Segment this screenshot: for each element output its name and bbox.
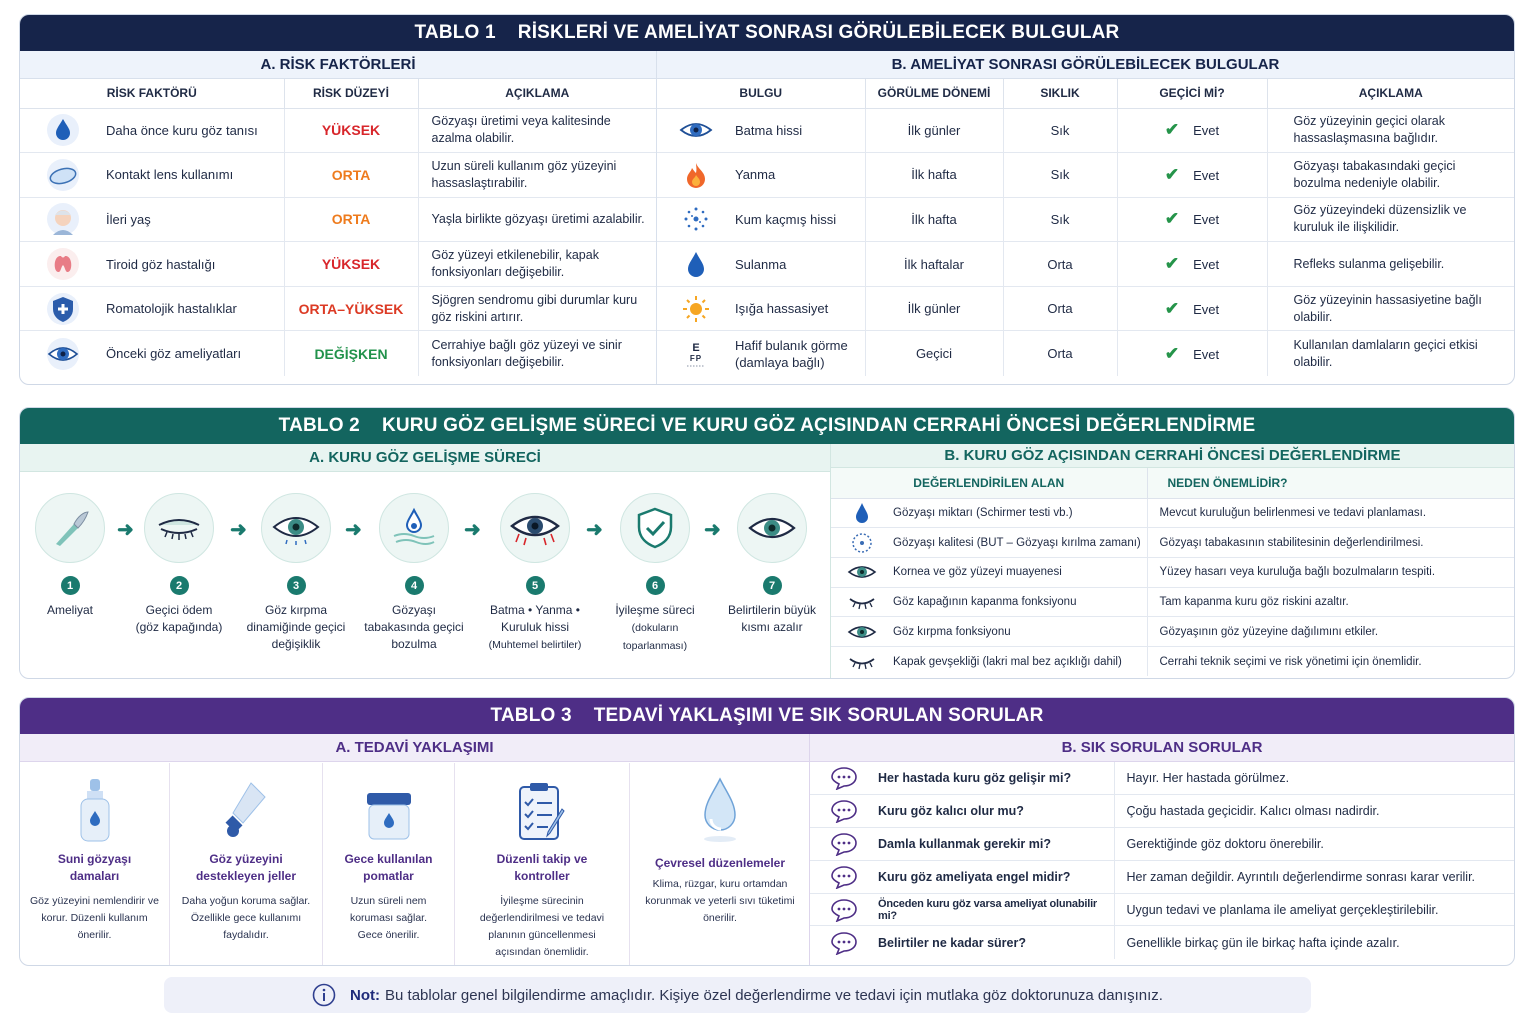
table-row: [20, 108, 656, 153]
process-step: [241, 493, 351, 653]
table-row: [657, 242, 1514, 287]
arrow-right-icon: ➜: [586, 519, 603, 541]
table-3-title: TEDAVİ YAKLAŞIMI VE SIK SORULAN SORULAR: [593, 705, 1044, 726]
treatment-description: Göz yüzeyini nemlendirir ve korur. Düzenli kullanım önerilir.: [30, 895, 159, 941]
thyroid-icon: [20, 247, 106, 281]
preop-evaluation-table: [831, 468, 1514, 676]
step-number: 4: [405, 576, 424, 595]
sun-icon: [657, 294, 735, 324]
postop-findings-table: [657, 79, 1514, 376]
finding-description: Göz yüzeyindeki düzensizlik ve kuruluk ile ilişkilidir.: [1267, 197, 1514, 242]
treatment-title: Gece kullanılan pomatlar: [344, 852, 433, 883]
faq-answer: Uygun tedavi ve planlama ile ameliyat gerçekleştirilebilir.: [1114, 893, 1514, 926]
eye-icon: [831, 562, 893, 582]
finding-frequency: Orta: [1003, 331, 1117, 376]
risk-description: Göz yüzeyi etkilenebilir, kapak fonksiyonları değişebilir.: [418, 242, 656, 287]
irritated-eye-icon: [500, 493, 570, 563]
finding-frequency: Sık: [1003, 153, 1117, 198]
svg-text:E: E: [692, 341, 700, 354]
treatment-heading: A. TEDAVİ YAKLAŞIMI: [20, 734, 809, 762]
shield-plus-icon: [20, 292, 106, 326]
tear-drop-icon: [657, 250, 735, 278]
check-icon: ✔: [1164, 120, 1180, 140]
col-why-important: NEDEN ÖNEMLİDİR?: [1147, 468, 1514, 498]
risk-factor-name: İleri yaş: [106, 211, 151, 227]
finding-description: Göz yüzeyinin geçici olarak hassaslaşmasına bağlıdır.: [1267, 108, 1514, 153]
process-step: [480, 493, 590, 654]
finding-name: Kum kaçmış hissi: [735, 211, 837, 227]
shield-check-icon: [620, 493, 690, 563]
dry-eye-process-heading: A. KURU GÖZ GELİŞME SÜRECİ: [20, 444, 830, 472]
step-number: 1: [61, 576, 80, 595]
treatment-card: [323, 763, 455, 966]
faq-question: Kuru göz kalıcı olur mu?: [878, 804, 1024, 819]
faq-answer: Çoğu hastada geçicidir. Kalıcı olması nadirdir.: [1114, 795, 1514, 828]
postop-findings-heading: B. AMELİYAT SONRASI GÖRÜLEBİLECEK BULGULAR: [657, 51, 1514, 79]
gel-tube-icon: [170, 763, 322, 843]
risk-level: ORTA–YÜKSEK: [284, 286, 418, 331]
col-description: AÇIKLAMA: [418, 79, 656, 108]
risk-level: YÜKSEK: [284, 108, 418, 153]
faq-question: Kuru göz ameliyata engel midir?: [878, 869, 1071, 884]
dry-eye-process-section: [20, 444, 831, 678]
step-label: Göz kırpma dinamiğinde geçici değişiklik: [246, 603, 346, 651]
eye-chart-icon: [657, 339, 735, 369]
preop-evaluation-heading: B. KURU GÖZ AÇISINDAN CERRAHİ ÖNCESİ DEĞERLENDİRME: [831, 444, 1514, 468]
clipboard-checklist-icon: [455, 763, 629, 843]
table-row: [831, 557, 1514, 587]
risk-description: Sjögren sendromu gibi durumlar kuru göz riskini artırır.: [418, 286, 656, 331]
table-row: [657, 331, 1514, 376]
process-step: [359, 493, 469, 653]
note-text: Bu tablolar genel bilgilendirme amaçlıdır. Kişiye özel değerlendirme ve tedavi için mutlaka göz doktorunuza danışınız.: [385, 986, 1163, 1004]
eye-drop-bottle-icon: [20, 763, 169, 843]
finding-name: Yanma: [735, 167, 776, 183]
table-1-title: RİSKLERİ VE AMELİYAT SONRASI GÖRÜLEBİLECEK BULGULAR: [517, 22, 1120, 43]
why-important: Yüzey hasarı veya kuruluğa bağlı bozulmaların tespiti.: [1147, 557, 1514, 587]
treatment-card: [20, 763, 170, 966]
step-sublabel: (dokuların toparlanması): [622, 622, 688, 652]
risk-level: DEĞİŞKEN: [284, 331, 418, 376]
water-drop-icon: [20, 113, 106, 147]
check-icon: ✔: [1164, 209, 1180, 229]
blinking-eye-icon: [261, 493, 331, 563]
faq-question: Damla kullanmak gerekir mi?: [878, 836, 1051, 851]
flame-icon: [657, 161, 735, 189]
process-step: [717, 493, 827, 636]
faq-row: [810, 860, 1514, 893]
table-3-title-bar: [20, 698, 1514, 734]
step-label: Gözyaşı tabakasında geçici bozulma: [364, 603, 464, 651]
col-risk-level: RİSK DÜZEYİ: [284, 79, 418, 108]
finding-temporary: Evet: [1193, 346, 1220, 362]
finding-period: İlk günler: [865, 108, 1003, 153]
faq-heading: B. SIK SORULAN SORULAR: [810, 734, 1514, 762]
tear-film-icon: [379, 493, 449, 563]
table-row: [657, 197, 1514, 242]
step-label: Ameliyat: [46, 603, 93, 617]
arrow-right-icon: ➜: [345, 519, 362, 541]
finding-period: Geçici: [865, 331, 1003, 376]
tear-quality-icon: [831, 531, 893, 555]
finding-name: Batma hissi: [735, 122, 803, 138]
risk-factors-table: [20, 79, 656, 376]
water-drop-icon: [831, 501, 893, 525]
faq-row: [810, 795, 1514, 828]
table-2-title: KURU GÖZ GELİŞME SÜRECİ VE KURU GÖZ AÇISINDAN CERRAHİ ÖNCESİ DEĞERLENDİRME: [381, 415, 1256, 436]
table-row: [831, 617, 1514, 647]
arrow-right-icon: ➜: [704, 519, 721, 541]
step-label: İyileşme süreci: [615, 603, 695, 617]
evaluated-area: Gözyaşı miktarı (Schirmer testi vb.): [893, 506, 1073, 519]
arrow-right-icon: ➜: [464, 519, 481, 541]
risk-factor-name: Tiroid göz hastalığı: [106, 256, 216, 272]
speech-bubble-icon: [810, 766, 878, 790]
finding-period: İlk haftalar: [865, 242, 1003, 287]
col-evaluated-area: DEĞERLENDİRİLEN ALAN: [831, 468, 1147, 498]
col-frequency: SIKLIK: [1003, 79, 1117, 108]
col-risk-factor: RİSK FAKTÖRÜ: [20, 79, 284, 108]
table-row: [657, 153, 1514, 198]
faq-answer: Her zaman değildir. Ayrıntılı değerlendirme sonrası karar verilir.: [1114, 860, 1514, 893]
info-icon: [312, 983, 336, 1007]
step-number: 3: [287, 576, 306, 595]
treatment-description: Uzun süreli nem koruması sağlar. Gece önerilir.: [349, 895, 428, 941]
table-row: [20, 153, 656, 198]
risk-description: Gözyaşı üretimi veya kalitesinde azalma olabilir.: [418, 108, 656, 153]
process-step: [124, 493, 234, 636]
risk-factors-section: [20, 51, 657, 384]
faq-row: [810, 828, 1514, 861]
why-important: Gözyaşının göz yüzeyine dağılımını etkiler.: [1147, 617, 1514, 647]
faq-question: Belirtiler ne kadar sürer?: [878, 935, 1026, 950]
evaluated-area: Göz kırpma fonksiyonu: [893, 625, 1011, 638]
finding-period: İlk hafta: [865, 197, 1003, 242]
table-3: [19, 697, 1515, 966]
why-important: Cerrahi teknik seçimi ve risk yönetimi için önemlidir.: [1159, 655, 1422, 668]
finding-name: Sulanma: [735, 256, 787, 272]
table-2-number: TABLO 2: [278, 415, 360, 436]
finding-frequency: Sık: [1003, 108, 1117, 153]
info-note: [164, 977, 1311, 1013]
table-row: [20, 331, 656, 376]
risk-factor-name: Daha önce kuru göz tanısı: [106, 122, 258, 138]
step-number: 6: [646, 576, 665, 595]
treatment-title: Çevresel düzenlemeler: [654, 856, 786, 870]
arrow-right-icon: ➜: [117, 519, 134, 541]
table-2-title-bar: [20, 408, 1514, 444]
why-important: Mevcut kuruluğun belirlenmesi ve tedavi planlaması.: [1147, 498, 1514, 528]
risk-level: ORTA: [284, 197, 418, 242]
col-temporary: GEÇİCİ Mİ?: [1117, 79, 1267, 108]
faq-row: [810, 926, 1514, 959]
speech-bubble-icon: [810, 799, 878, 823]
evaluated-area: Kornea ve göz yüzeyi muayenesi: [893, 566, 1062, 579]
evaluated-area: Kapak gevşekliği (lakri mal bez açıklığı dahil): [893, 655, 1122, 668]
closed-eye-icon: [831, 652, 893, 672]
speech-bubble-icon: [810, 931, 878, 955]
treatment-description: Daha yoğun koruma sağlar. Özellikle gece kullanımı faydalıdır.: [181, 895, 311, 941]
finding-temporary: Evet: [1193, 301, 1220, 317]
evaluated-area: Gözyaşı kalitesi (BUT – Gözyaşı kırılma zamanı): [893, 536, 1141, 549]
finding-temporary: Evet: [1193, 167, 1220, 183]
risk-level: YÜKSEK: [284, 242, 418, 287]
step-label: Geçici ödem: [145, 603, 213, 617]
table-row: [657, 286, 1514, 331]
faq-answer: Gerektiğinde göz doktoru önerebilir.: [1114, 828, 1514, 861]
finding-frequency: Orta: [1003, 286, 1117, 331]
col-description: AÇIKLAMA: [1267, 79, 1514, 108]
eye-icon: [831, 622, 893, 642]
speech-bubble-icon: [810, 832, 878, 856]
table-row: [831, 587, 1514, 617]
step-sublabel: (Muhtemel belirtiler): [488, 639, 582, 651]
risk-factor-name: Romatolojik hastalıklar: [106, 301, 237, 317]
table-row: [831, 498, 1514, 528]
step-sublabel: (göz kapağında): [135, 620, 223, 634]
finding-description: Kullanılan damlaların geçici etkisi olabilir.: [1293, 337, 1478, 369]
treatment-card: [630, 763, 810, 966]
why-important: Gözyaşı tabakasının stabilitesinin değerlendirilmesi.: [1147, 528, 1514, 558]
finding-frequency: Sık: [1003, 197, 1117, 242]
eye-icon: [657, 118, 735, 142]
faq-row: [810, 762, 1514, 795]
process-step: [600, 493, 710, 655]
process-flow: [20, 473, 831, 678]
treatment-title: Göz yüzeyini destekleyen jeller: [195, 852, 297, 883]
finding-name: Işığa hassasiyet: [735, 301, 829, 317]
why-important: Tam kapanma kuru göz riskini azaltır.: [1147, 587, 1514, 617]
contact-lens-icon: [20, 158, 106, 192]
step-label: Belirtilerin büyük kısmı azalır: [727, 603, 817, 634]
eye-icon: [20, 337, 106, 371]
note-label: Not:: [350, 986, 381, 1004]
table-row: [831, 528, 1514, 558]
process-step: [19, 493, 125, 619]
swollen-eyelid-icon: [144, 493, 214, 563]
finding-temporary: Evet: [1193, 257, 1220, 273]
treatment-description: İyileşme sürecinin değerlendirilmesi ve tedavi planının güncellenmesi açısından önemlidir.: [479, 895, 605, 958]
risk-factor-name: Önceki göz ameliyatları: [106, 346, 242, 362]
speech-bubble-icon: [810, 898, 878, 922]
table-3-number: TABLO 3: [490, 705, 572, 726]
check-icon: ✔: [1164, 164, 1180, 184]
arrow-right-icon: ➜: [230, 519, 247, 541]
faq-section: [810, 734, 1514, 965]
speech-bubble-icon: [810, 865, 878, 889]
check-icon: ✔: [1164, 298, 1180, 318]
finding-description: Refleks sulanma gelişebilir.: [1267, 242, 1514, 287]
col-finding: BULGU: [657, 79, 865, 108]
finding-period: İlk hafta: [865, 153, 1003, 198]
risk-description: Yaşla birlikte gözyaşı üretimi azalabilir.: [418, 197, 656, 242]
table-row: [831, 646, 1514, 676]
finding-description: Göz yüzeyinin hassasiyetine bağlı olabilir.: [1267, 286, 1514, 331]
elderly-person-icon: [20, 202, 106, 236]
table-row: [20, 286, 656, 331]
droplet-icon: [630, 763, 810, 843]
faq-question: Her hastada kuru göz gelişir mi?: [878, 771, 1072, 786]
finding-period: İlk günler: [865, 286, 1003, 331]
postop-findings-section: [657, 51, 1514, 384]
table-2: [19, 407, 1515, 679]
check-icon: ✔: [1164, 343, 1180, 363]
risk-level: ORTA: [284, 153, 418, 198]
step-number: 5: [526, 576, 545, 595]
table-1: [19, 14, 1515, 385]
faq-table: [810, 762, 1514, 959]
step-label: Batma • Yanma • Kuruluk hissi: [490, 603, 580, 634]
healthy-eye-icon: [737, 493, 807, 563]
treatment-title: Suni gözyaşı damaları: [57, 852, 132, 883]
risk-description: Uzun süreli kullanım göz yüzeyini hassaslaştırabilir.: [418, 153, 656, 198]
finding-description: Gözyaşı tabakasındaki geçici bozulma nedeniyle olabilir.: [1267, 153, 1514, 198]
risk-description: Cerrahiye bağlı göz yüzeyi ve sinir fonksiyonları değişebilir.: [431, 337, 622, 369]
treatment-title: Düzenli takip ve kontroller: [496, 852, 588, 883]
treatment-section: [20, 734, 810, 965]
table-1-title-bar: [20, 15, 1514, 51]
table-1-number: TABLO 1: [414, 22, 496, 43]
closed-eye-icon: [831, 592, 893, 612]
faq-question: Önceden kuru göz varsa ameliyat olunabilir mi?: [878, 897, 1098, 922]
risk-factors-heading: A. RİSK FAKTÖRLERİ: [20, 51, 656, 79]
treatment-card: [455, 763, 630, 966]
preop-evaluation-section: [831, 444, 1514, 678]
treatment-description: Klima, rüzgar, kuru ortamdan korunmak ve yeterli sıvı tüketimi önerilir.: [645, 878, 795, 924]
table-row: [20, 242, 656, 287]
faq-answer: Genellikle birkaç gün ile birkaç hafta içinde azalır.: [1126, 935, 1400, 950]
faq-answer: Hayır. Her hastada görülmez.: [1114, 762, 1514, 795]
ointment-jar-icon: [323, 763, 454, 843]
faq-row: [810, 893, 1514, 926]
treatment-card: [170, 763, 323, 966]
col-period: GÖRÜLME DÖNEMİ: [865, 79, 1003, 108]
table-row: [657, 108, 1514, 153]
finding-frequency: Orta: [1003, 242, 1117, 287]
risk-factor-name: Kontakt lens kullanımı: [106, 167, 234, 183]
step-number: 2: [170, 576, 189, 595]
table-row: [20, 197, 656, 242]
evaluated-area: Göz kapağının kapanma fonksiyonu: [893, 595, 1077, 608]
finding-temporary: Evet: [1193, 212, 1220, 228]
step-number: 7: [763, 576, 782, 595]
check-icon: ✔: [1164, 254, 1180, 274]
svg-text:FP: FP: [689, 353, 703, 363]
finding-name: Hafif bulanık görme (damlaya bağlı): [735, 337, 848, 370]
scalpel-icon: [35, 493, 105, 563]
finding-temporary: Evet: [1193, 123, 1220, 139]
sand-particles-icon: [657, 204, 735, 234]
